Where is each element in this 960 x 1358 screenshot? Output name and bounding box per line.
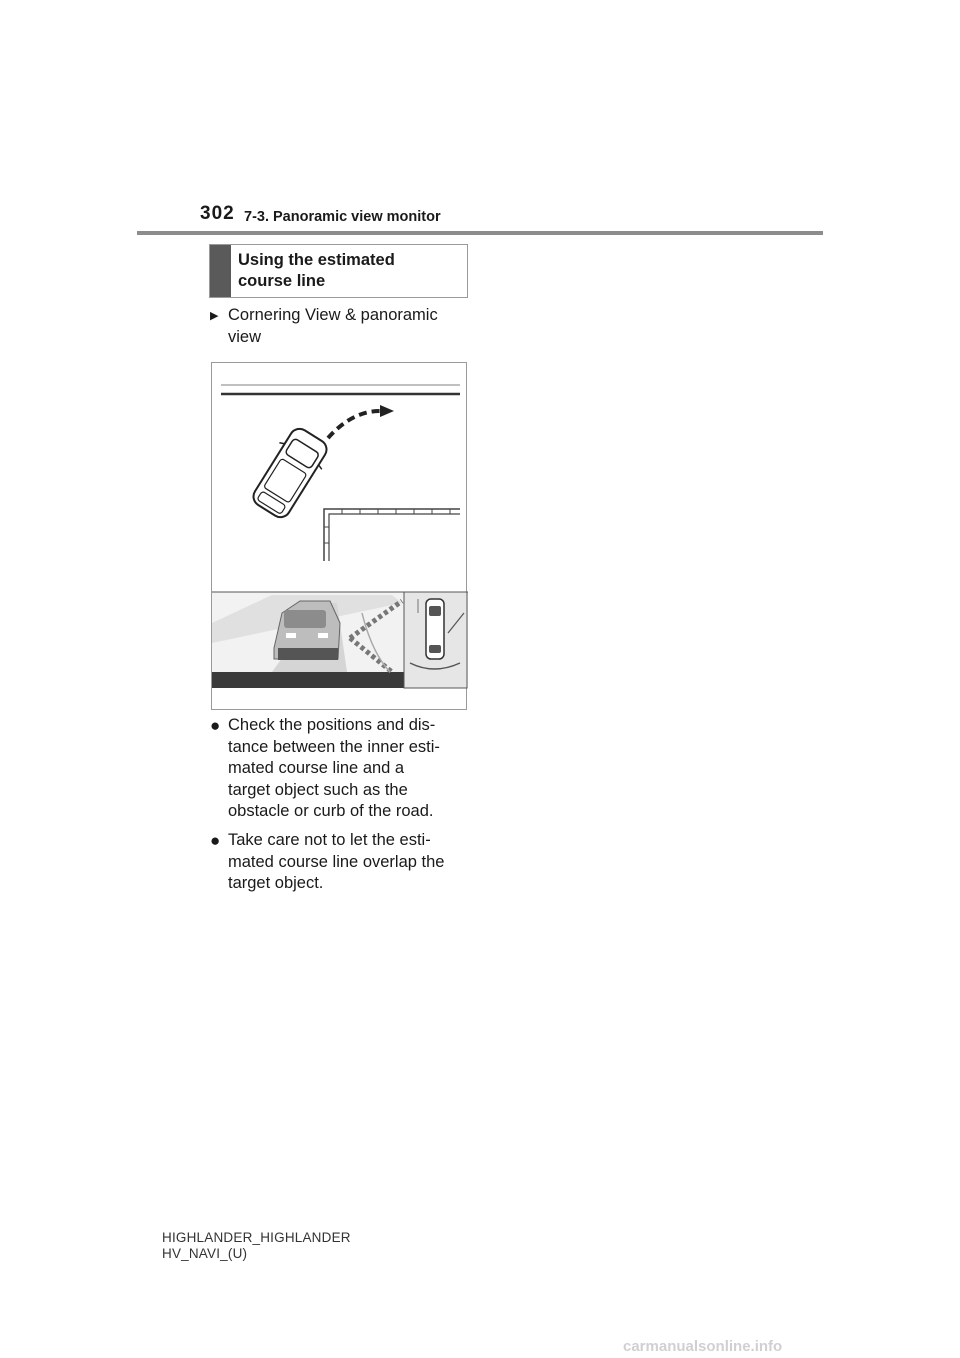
bullet-1-line-2: tance between the inner esti-	[228, 737, 440, 756]
car-top-view-icon	[245, 422, 334, 523]
footer-line-2: HV_NAVI_(U)	[162, 1246, 248, 1261]
watermark: carmanualsonline.info	[623, 1338, 783, 1355]
intro-line-2: view	[228, 327, 262, 346]
bullet-icon: ●	[210, 831, 221, 850]
heading-line-1: Using the estimated	[238, 251, 395, 269]
heading-text	[238, 250, 395, 292]
footer-model-code	[162, 1230, 351, 1262]
header-rule	[137, 231, 823, 235]
bullet-1-line-1: Check the positions and dis-	[228, 716, 436, 734]
cornering-view-illustration	[211, 362, 467, 710]
triangle-arrow-icon: ▶	[210, 310, 219, 322]
bullet-2-line-2: mated course line overlap the	[228, 852, 445, 871]
subsection-heading	[209, 244, 468, 298]
intro-line-1: Cornering View & panoramic	[228, 306, 438, 324]
figure-drawing	[212, 363, 468, 711]
bullet-2-line-1: Take care not to let the esti-	[228, 831, 431, 849]
heading-line-2: course line	[238, 272, 326, 290]
page-number: 302	[200, 203, 235, 224]
bullet-2-line-3: target object.	[228, 874, 324, 892]
bullet-1-line-3: mated course line and a	[228, 759, 405, 777]
footer-line-1: HIGHLANDER_HIGHLANDER	[162, 1230, 351, 1245]
bullet-1-line-5: obstacle or curb of the road.	[228, 802, 434, 820]
bullet-1-line-4: target object such as the	[228, 780, 408, 799]
heading-bar	[210, 245, 231, 297]
bullet-icon: ●	[210, 716, 221, 735]
section-title: 7-3. Panoramic view monitor	[244, 209, 441, 225]
